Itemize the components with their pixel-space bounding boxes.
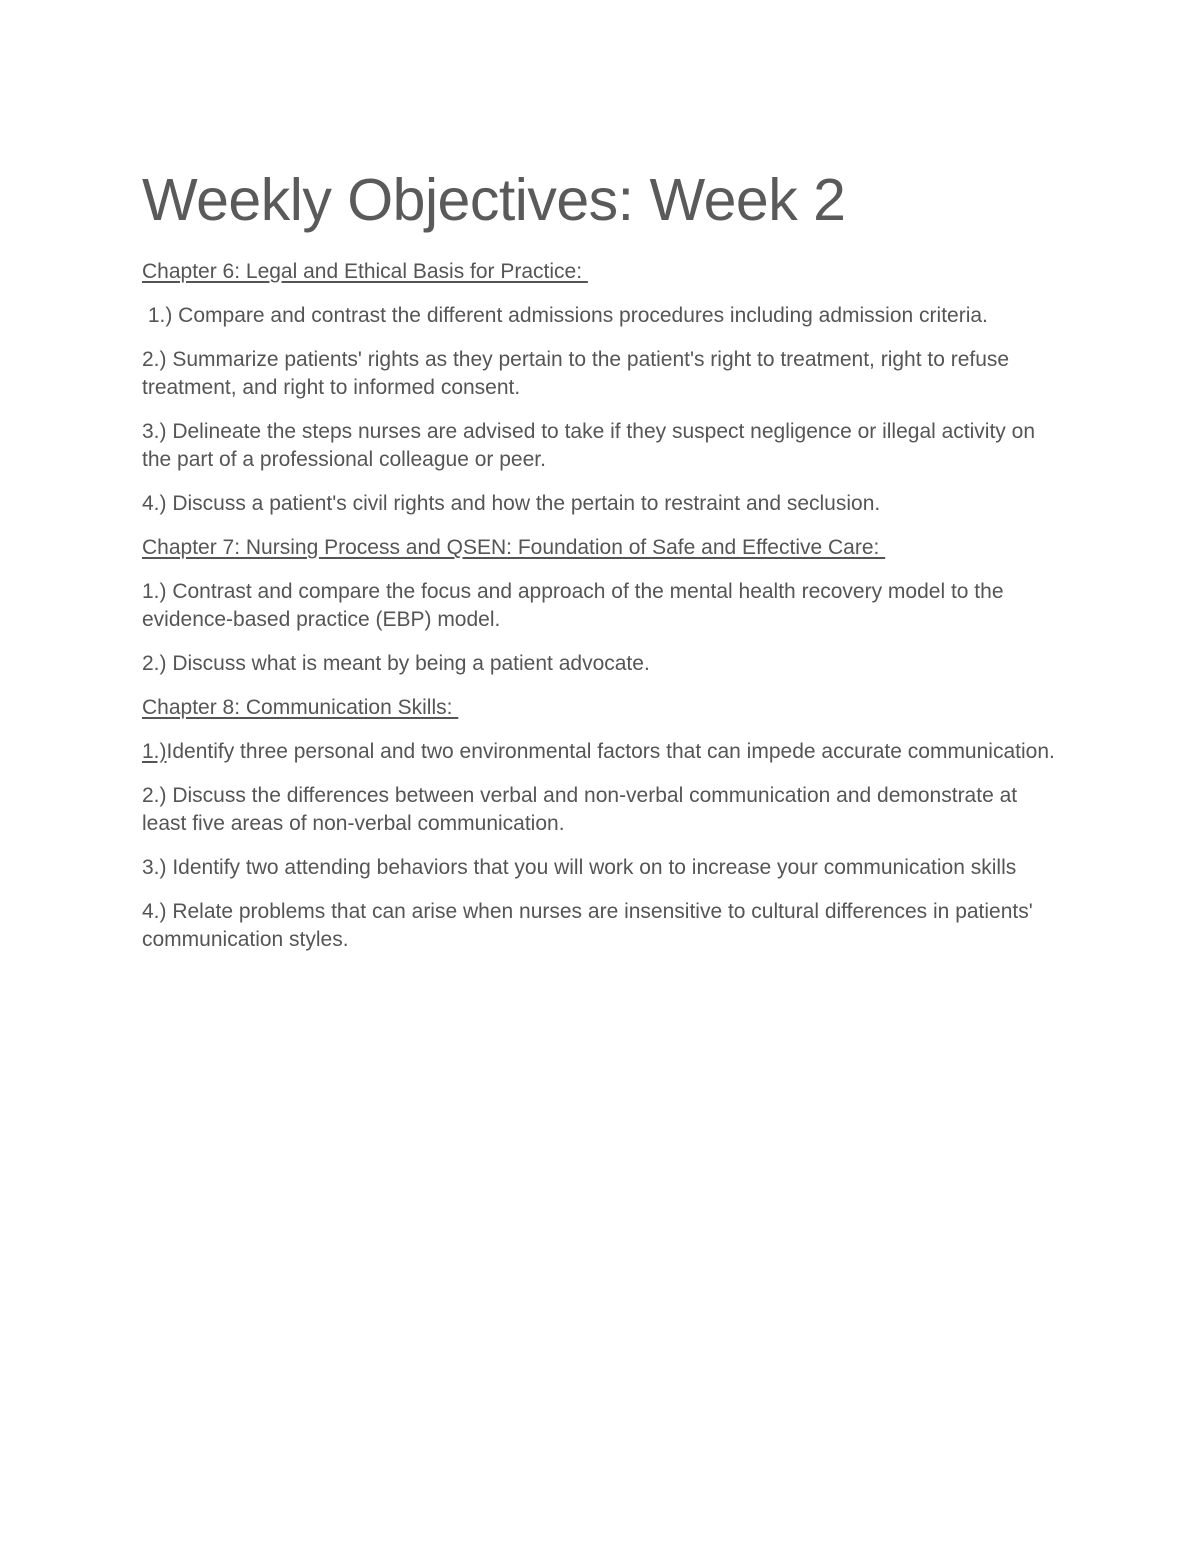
objective-item [142, 738, 1062, 766]
objective-item: 4.) Discuss a patient's civil rights and how the pertain to restraint and seclusion. [142, 492, 881, 515]
chapter-7-section [142, 534, 1062, 678]
chapter-6-section [142, 258, 1062, 518]
objective-item: 2.) Summarize patients' rights as they pertain to the patient's right to treatment, right to refuse treatment, and right to informed consent. [142, 348, 1010, 399]
objective-item: 2.) Discuss what is meant by being a patient advocate. [142, 652, 650, 675]
objective-item: 3.) Identify two attending behaviors that you will work on to increase your communication skills [142, 856, 1017, 879]
chapter-heading: Chapter 7: Nursing Process and QSEN: Foundation of Safe and Effective Care: [142, 536, 886, 559]
objective-item: 4.) Relate problems that can arise when nurses are insensitive to cultural differences in patients' communication styles. [142, 900, 1033, 951]
objective-text: Identify three personal and two environmental factors that can impede accurate communication. [166, 740, 1055, 763]
page-title: Weekly Objectives: Week 2 [142, 167, 846, 233]
objective-item: 1.) Contrast and compare the focus and approach of the mental health recovery model to the evidence-based practice (EBP) model. [142, 580, 1004, 631]
chapter-heading: Chapter 8: Communication Skills: [142, 696, 459, 719]
chapter-8-section [142, 694, 1062, 954]
objective-item: 3.) Delineate the steps nurses are advised to take if they suspect negligence or illegal activity on the part of a professional colleague or peer. [142, 420, 1036, 471]
document-page [142, 160, 1062, 970]
chapter-heading: Chapter 6: Legal and Ethical Basis for Practice: [142, 260, 588, 283]
objective-number: 1.) [142, 740, 167, 763]
objective-item: 1.) Compare and contrast the different admissions procedures including admission criteria. [142, 304, 988, 327]
objective-item: 2.) Discuss the differences between verbal and non-verbal communication and demonstrate at least five areas of non-verbal communication. [142, 784, 1018, 835]
